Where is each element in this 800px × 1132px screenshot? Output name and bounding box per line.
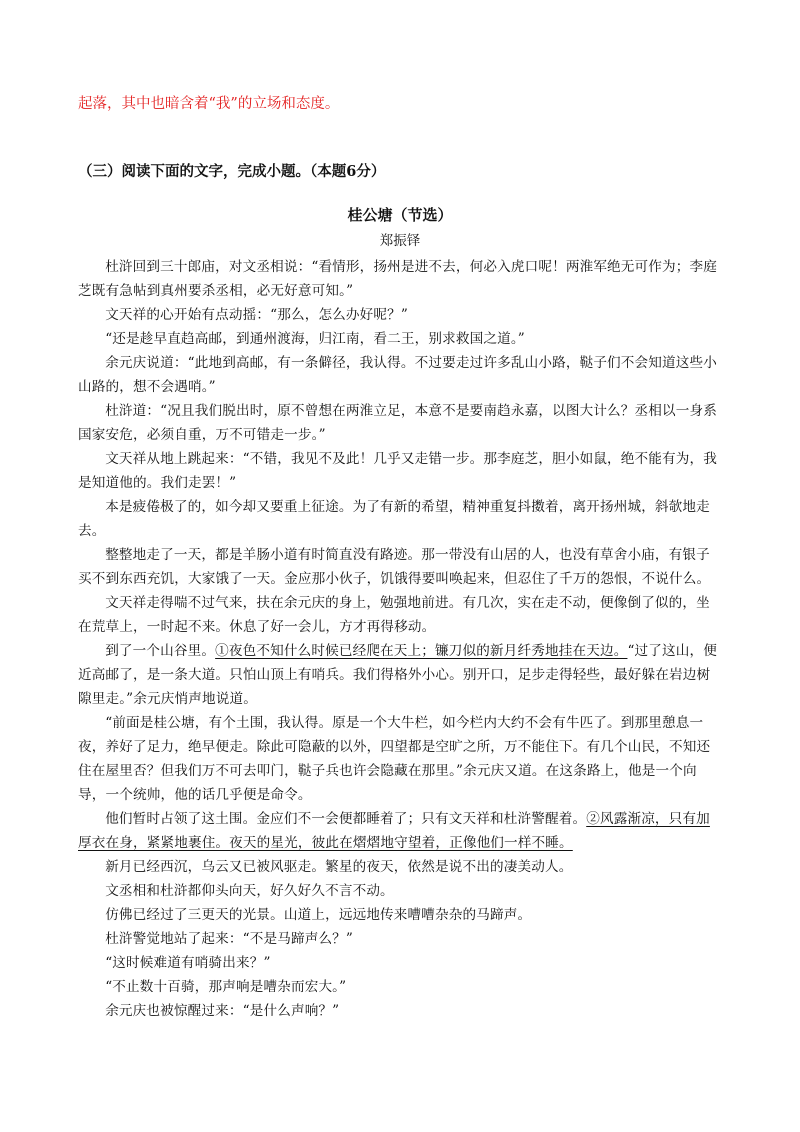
paragraph-19: 余元庆也被惊醒过来：“是什么声响？” [105, 1003, 340, 1019]
section-heading: （三）阅读下面的文字，完成小题。（本题6分） [78, 163, 386, 180]
passage-title: 桂公塘（节选） [347, 206, 453, 224]
paragraph-12 [78, 807, 723, 855]
paragraph-2: 文天祥的心开始有点动摇：“那么，怎么办好呢？” [105, 307, 409, 323]
paragraph-7: 本是疲倦极了的，如今却又要重上征途。为了有新的希望，精神重复抖擞着，离开扬州城，斜欹地走去。 [78, 499, 710, 539]
paragraph-10-lead: 到了一个山谷里。 [105, 643, 216, 659]
passage-author: 郑振铎 [379, 233, 421, 249]
paragraph-14: 文丞相和杜浒都仰头向天，好久好久不言不动。 [105, 883, 394, 899]
paragraph-10 [78, 639, 723, 711]
paragraph-5: 杜浒道：“况且我们脱出时，原不曾想在两淮立足，本意不是要南趋永嘉，以图大计么？丞相以一身系国家安危，必须自重，万不可错走一步。” [78, 403, 718, 443]
underlined-sentence-2: ②风露渐凉，只有加厚衣在身，紧紧地裹住。夜天的星光，彼此在熠熠地守望着，正像他们一样不睡。 [78, 811, 710, 851]
paragraph-8: 整整地走了一天，都是羊肠小道有时简直没有路迹。那一带没有山居的人，也没有草舍小庙，有银子买不到东西充饥，大家饿了一天。金应那小伙子，饥饿得要叫唤起来，但忍住了千万的怨恨，不说什么。 [78, 547, 711, 587]
paragraph-1: 杜浒回到三十郎庙，对文丞相说：“看情形，扬州是进不去，何必入虎口呢！两淮军绝无可作为；李庭芝既有急帖到真州要杀丞相，必无好意可知。” [78, 259, 718, 299]
paragraph-13: 新月已经西沉，乌云又已被风驱走。繁星的夜天，依然是说不出的凄美动人。 [105, 859, 573, 875]
answer-note-line: 起落，其中也暗含着“我”的立场和态度。 [78, 96, 340, 112]
paragraph-6: 文天祥从地上跳起来：“不错，我见不及此！几乎又走错一步。那李庭芝，胆小如鼠，绝不能有为，我是知道他的。我们走罢！” [78, 451, 718, 491]
paragraph-3: “还是趁早直趋高邮，到通州渡海，归江南，看二王，别求救国之道。” [105, 331, 525, 347]
paragraph-4: 余元庆说道：“此地到高邮，有一条僻径，我认得。不过要走过许多乱山小路，鞑子们不会知道这些小山路的，想不会遇哨。” [78, 355, 718, 395]
paragraph-18: “不止数十百骑，那声响是嘈杂而宏大。” [105, 979, 347, 995]
paragraph-15: 仿佛已经过了三更天的光景。山道上，远远地传来嘈嘈杂杂的马蹄声。 [105, 907, 532, 923]
paragraph-17: “这时候难道有哨骑出来？” [105, 955, 271, 971]
paragraph-11: “前面是桂公塘，有个土围，我认得。原是一个大牛栏，如今栏内大约不会有牛匹了。到那里憩息一夜，养好了足力，绝早便走。除此可隐蔽的以外，四望都是空旷之所，万不能住下。有几个山民，不知还住在屋里否？但我们万不可去叩门，鞑子兵也许会隐藏在那里。”余元庆又道。在这条路上，他是一个向导，一个统帅，他的话几乎便是命令。 [78, 715, 711, 803]
paragraph-10-rest: “过了这山，便近高邮了，是一条大道。只怕山顶上有哨兵。我们得格外小心。别开口，足步走得轻些，最好躲在岩边树隙里走。”余元庆悄声地说道。 [78, 643, 718, 707]
paragraph-16: 杜浒警觉地站了起来：“不是马蹄声么？” [105, 931, 354, 947]
underlined-sentence-1: ①夜色不知什么时候已经爬在天上；镰刀似的新月纤秀地挂在天边。 [215, 643, 628, 659]
passage-body [78, 255, 723, 1023]
paragraph-9: 文天祥走得喘不过气来，扶在余元庆的身上，勉强地前进。有几次，实在走不动，便像倒了似的，坐在荒草上，一时起不来。休息了好一会儿，方才再得移动。 [78, 595, 710, 635]
paragraph-12-lead: 他们暂时占领了这土围。金应们不一会便都睡着了；只有文天祥和杜浒警醒着。 [105, 811, 587, 827]
